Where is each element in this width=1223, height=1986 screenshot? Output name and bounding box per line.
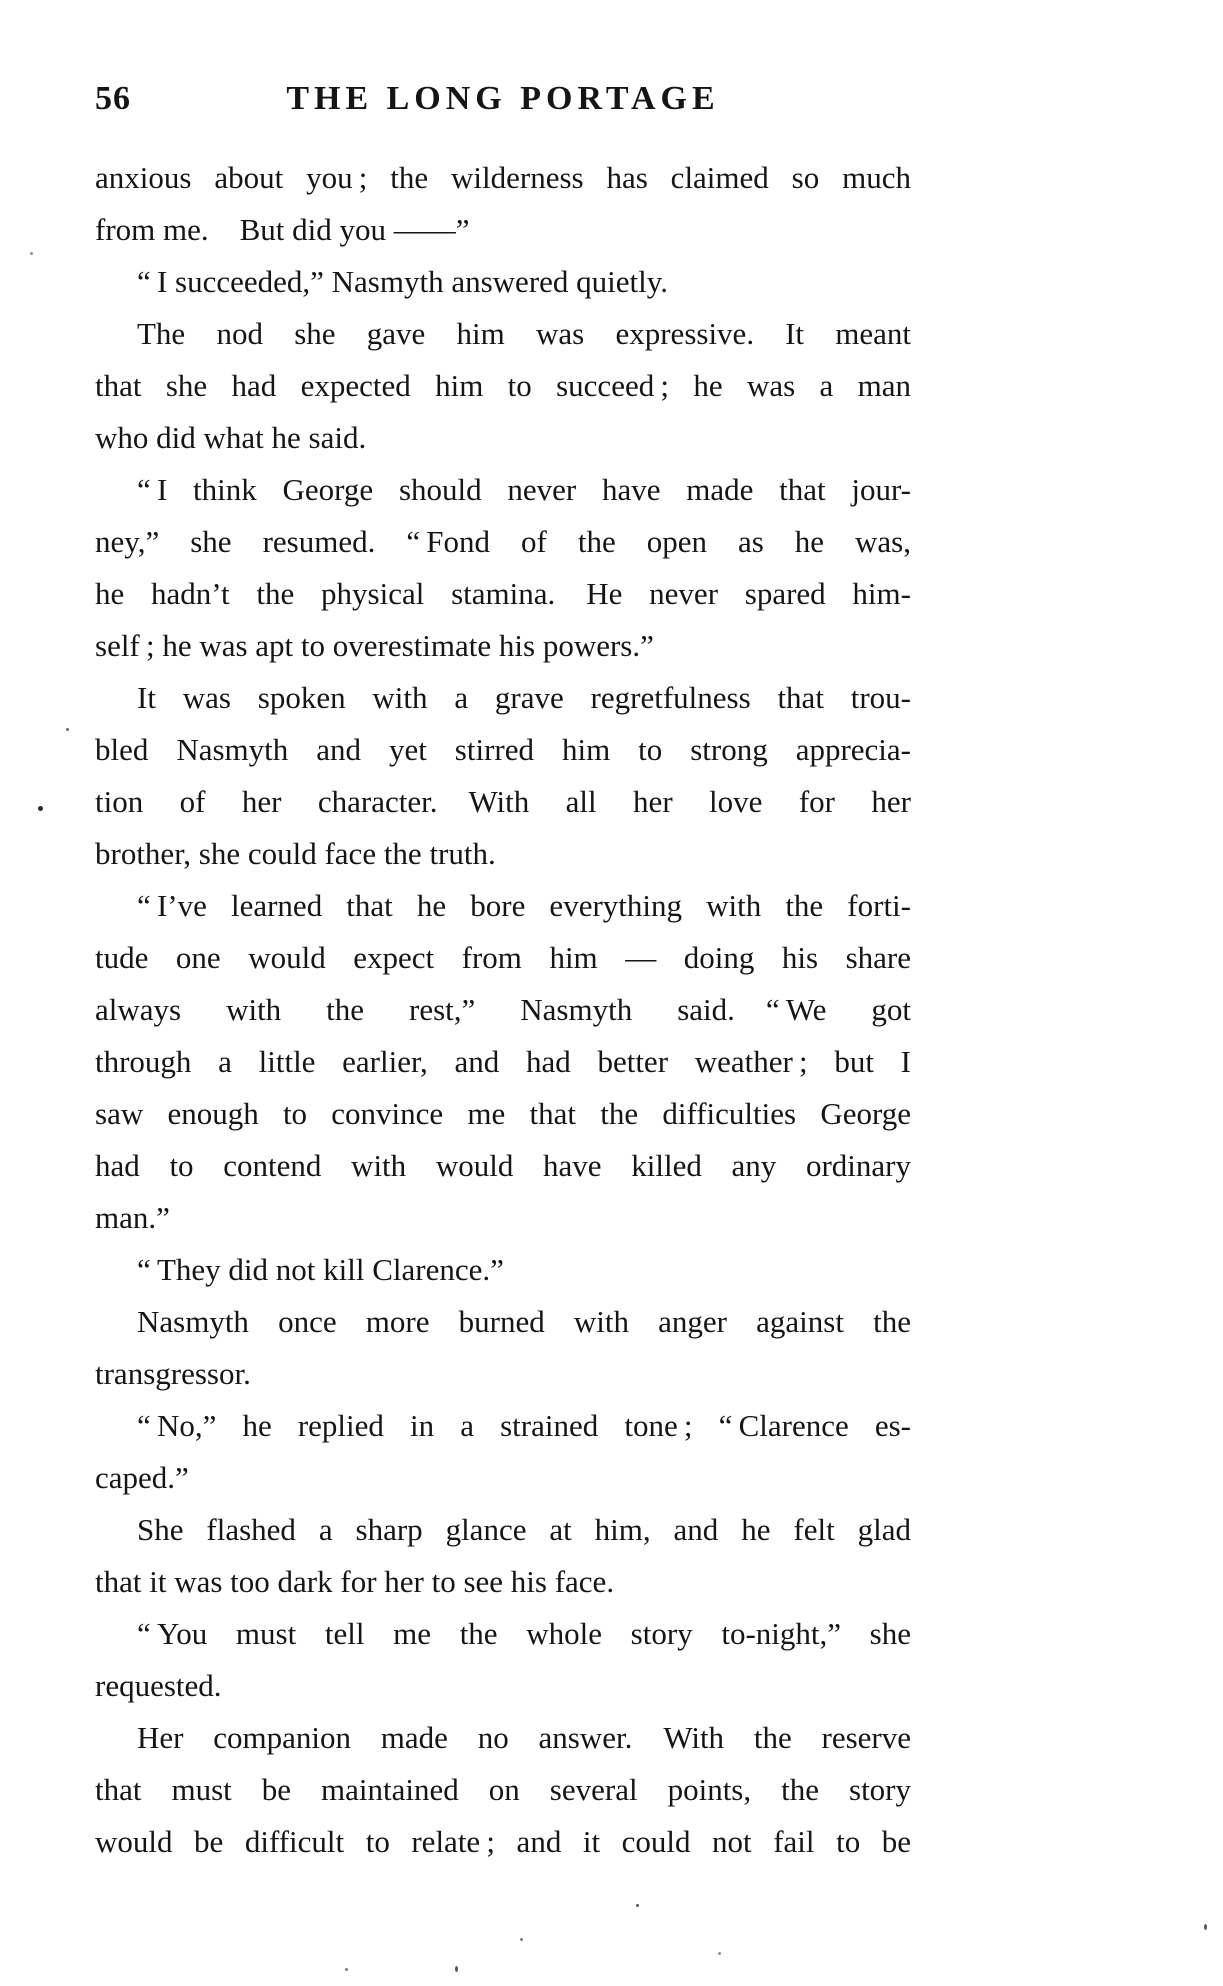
text-line: tion of her character. With all her love for her [95, 784, 911, 819]
scan-speck [520, 1938, 523, 1941]
text-line: man.” [95, 1200, 170, 1235]
scan-speck [66, 728, 69, 731]
text-line: saw enough to convince me that the difficulties George [95, 1096, 911, 1131]
text-line: transgressor. [95, 1356, 251, 1391]
running-head [95, 80, 911, 124]
text-line: “ No,” he replied in a strained tone ; “ Clarence es- [137, 1408, 911, 1443]
scan-speck [455, 1966, 458, 1972]
scan-speck [636, 1904, 639, 1907]
text-line: tude one would expect from him — doing his share [95, 940, 911, 975]
text-line: always with the rest,” Nasmyth said. “ We got [95, 992, 911, 1027]
text-line: “ They did not kill Clarence.” [137, 1252, 504, 1287]
text-line: “ You must tell me the whole story to-night,” she [137, 1616, 911, 1651]
scan-speck [30, 252, 33, 255]
text-line: Nasmyth once more burned with anger against the [137, 1304, 911, 1339]
text-line: Her companion made no answer. With the reserve [137, 1720, 911, 1755]
text-line: bled Nasmyth and yet stirred him to strong apprecia- [95, 732, 911, 767]
text-line: would be difficult to relate ; and it could not fail to be [95, 1824, 911, 1859]
text-line: caped.” [95, 1460, 189, 1495]
text-line: that she had expected him to succeed ; he was a man [95, 368, 911, 403]
text-line: anxious about you ; the wilderness has claimed so much [95, 160, 911, 195]
scan-speck [1204, 1924, 1207, 1930]
text-line: It was spoken with a grave regretfulness that trou- [137, 680, 911, 715]
text-line: that it was too dark for her to see his face. [95, 1564, 615, 1599]
text-line: who did what he said. [95, 420, 367, 455]
scan-speck [718, 1952, 721, 1955]
text-line: ney,” she resumed. “ Fond of the open as he was, [95, 524, 911, 559]
text-line: from me. But did you ——” [95, 212, 470, 247]
text-line: The nod she gave him was expressive. It meant [137, 316, 911, 351]
text-line: he hadn’t the physical stamina. He never spared him- [95, 576, 911, 611]
text-line: “ I’ve learned that he bore everything with the forti- [137, 888, 911, 923]
text-line: She flashed a sharp glance at him, and he felt glad [137, 1512, 911, 1547]
text-line: brother, she could face the truth. [95, 836, 496, 871]
text-line: requested. [95, 1668, 222, 1703]
text-line: had to contend with would have killed any ordinary [95, 1148, 911, 1183]
scan-speck [38, 806, 43, 811]
text-line: through a little earlier, and had better weather ; but I [95, 1044, 911, 1079]
page-number: 56 [95, 80, 131, 117]
body-lines [95, 152, 911, 1868]
text-line: “ I think George should never have made that jour- [137, 472, 911, 507]
text-line: that must be maintained on several points, the story [95, 1772, 911, 1807]
text-line: self ; he was apt to overestimate his powers.” [95, 628, 654, 663]
page-title: THE LONG PORTAGE [286, 80, 720, 117]
scan-speck [345, 1968, 348, 1971]
text-line: “ I succeeded,” Nasmyth answered quietly. [137, 264, 668, 299]
